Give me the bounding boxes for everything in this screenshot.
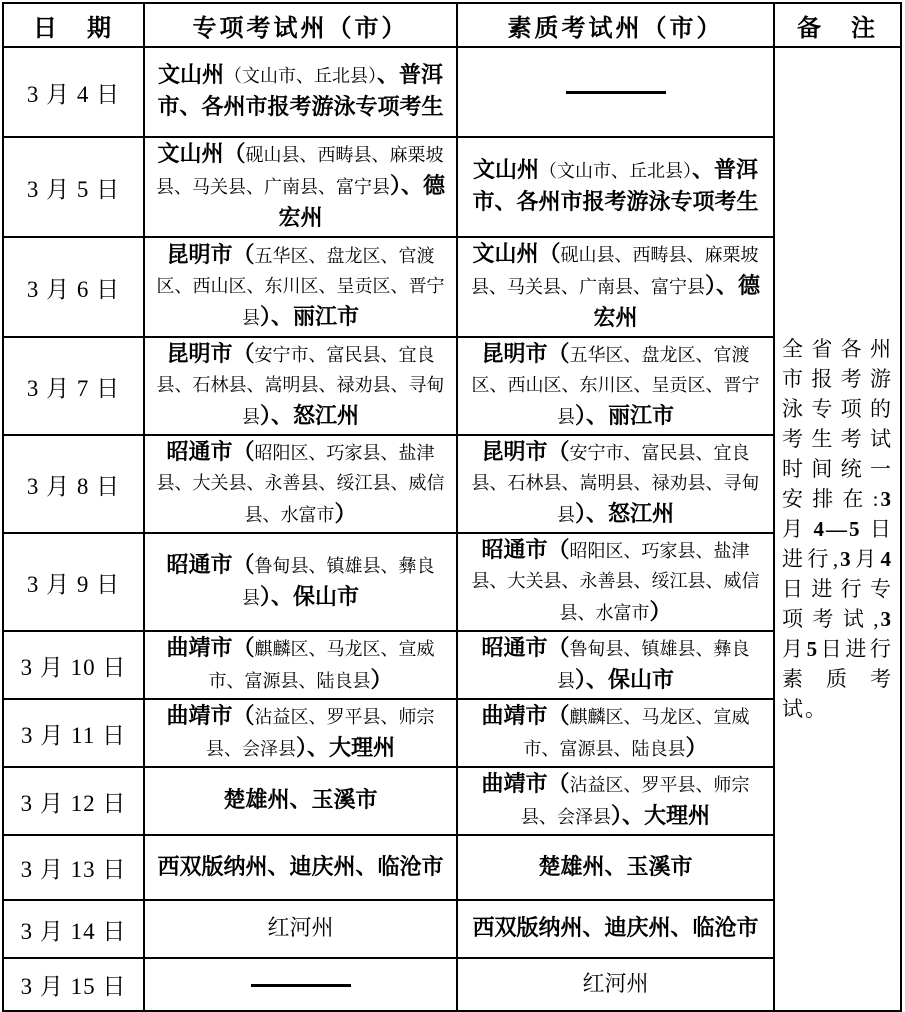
text-segment: 曲靖市（ [481,703,570,728]
remark-cell [774,47,901,1011]
quality-exam-cell [457,47,774,137]
text-segment: 文山州 [157,62,224,87]
text-segment: 楚雄州、玉溪市 [223,787,378,812]
special-exam-cell [144,237,457,337]
text-segment: ）、保山市 [574,667,674,692]
text-segment: 昭阳区、巧家县、盐津县、大关县、永善县、绥江县、威信县、水富市 [471,541,760,623]
text-segment: 麒麟区、马龙区、宣威市、富源县、陆良县 [208,639,435,691]
quality-exam-cell [457,137,774,237]
text-segment: 昆明市（ [166,341,255,366]
text-segment: 昭通市（ [481,635,570,660]
date-cell: 3 月 6 日 [3,237,144,337]
date-cell: 3 月 11 日 [3,699,144,767]
special-exam-cell [144,47,457,137]
text-segment: 五华区、盘龙区、官渡区、西山区、东川区、呈贡区、晋宁县 [156,246,445,328]
header-quality-exam: 素质考试州（市） [457,3,774,47]
text-segment: 麒麟区、马龙区、宣威市、富源县、陆良县 [523,707,750,759]
text-segment: 文山州（ [157,141,246,166]
remark-segment: 月 [782,637,807,661]
special-exam-cell [144,958,457,1011]
date-cell: 3 月 9 日 [3,533,144,631]
date-cell: 3 月 5 日 [3,137,144,237]
text-segment: 鲁甸县、镇雄县、彝良县 [241,556,435,608]
table-row [3,835,901,900]
text-segment: 西双版纳州、迪庆州、临沧市 [157,853,444,879]
quality-exam-cell [457,835,774,900]
date-cell: 3 月 10 日 [3,631,144,699]
table-row [3,435,901,533]
table-body [3,47,901,1011]
text-segment: ） [685,735,708,760]
date-cell: 3 月 8 日 [3,435,144,533]
header-special-exam: 专项考试州（市） [144,3,457,47]
remark-text [782,334,893,724]
text-segment: 五华区、盘龙区、官渡区、西山区、东川区、呈贡区、晋宁县 [471,345,760,427]
text-segment: ）、保山市 [259,584,359,609]
table-row [3,237,901,337]
text-segment: 昆明市（ [481,439,570,464]
text-segment: ）、怒江州 [574,501,674,526]
table-row [3,767,901,835]
text-segment: 沾益区、罗平县、师宗县、会泽县 [205,707,435,759]
quality-exam-cell [457,900,774,958]
text-segment: ）、德宏州 [278,173,445,230]
table-row [3,137,901,237]
text-segment: 砚山县、西畴县、麻栗坡县、马关县、广南县、富宁县 [470,245,759,297]
header-row [3,3,901,47]
special-exam-cell [144,533,457,631]
text-segment: 昭通市（ [481,537,570,562]
remark-segment: 4 [880,547,893,571]
date-cell: 3 月 13 日 [3,835,144,900]
table-row [3,699,901,767]
text-segment: 昆明市（ [481,341,570,366]
special-exam-cell [144,699,457,767]
remark-segment: 3 [880,607,893,631]
special-exam-cell [144,631,457,699]
quality-exam-cell [457,337,774,435]
table-row [3,337,901,435]
text-segment: 楚雄州、玉溪市 [538,853,693,879]
quality-exam-cell [457,435,774,533]
text-segment: 沾益区、罗平县、师宗县、会泽县 [520,775,750,827]
date-cell: 3 月 7 日 [3,337,144,435]
remark-segment: 日进行, [782,517,893,571]
special-exam-cell [144,767,457,835]
table-row [3,900,901,958]
special-exam-cell [144,435,457,533]
quality-exam-cell [457,631,774,699]
date-cell: 3 月 15 日 [3,958,144,1011]
text-segment: ）、大理州 [295,735,395,760]
text-segment: 昭通市（ [166,439,255,464]
text-segment: 昆明市（ [166,242,255,267]
table-row [3,631,901,699]
text-segment: 文山州（ [472,241,561,266]
table-header [3,3,901,47]
remark-segment: 月 [852,547,881,571]
text-segment: ）、大理州 [610,803,710,828]
text-segment: 、普洱市、各州市报考游泳专项考生 [157,62,444,119]
text-segment: 西双版纳州、迪庆州、临沧市 [472,915,759,940]
special-exam-cell [144,337,457,435]
special-exam-cell [144,900,457,958]
text-segment: 安宁市、富民县、宜良县、石林县、嵩明县、禄劝县、寻甸县 [156,345,445,427]
table-row [3,958,901,1011]
remark-segment: 4—5 [813,517,862,541]
text-segment: ）、丽江市 [574,403,674,428]
text-segment: 砚山县、西畴县、麻栗坡县、马关县、广南县、富宁县 [155,145,444,197]
text-segment: ）、怒江州 [259,403,359,428]
remark-segment: 3 [840,547,853,571]
text-segment: ）、德宏州 [593,273,760,330]
remark-segment: 月 [782,517,814,541]
special-exam-cell [144,137,457,237]
empty-dash [251,984,351,987]
date-cell: 3 月 12 日 [3,767,144,835]
text-segment: 曲靖市（ [166,635,255,660]
quality-exam-cell [457,958,774,1011]
table-row [3,47,901,137]
text-segment: ） [370,667,393,692]
text-segment: 文山州 [472,157,539,182]
quality-exam-cell [457,767,774,835]
text-segment: ）、丽江市 [259,304,359,329]
text-segment: （文山市、丘北县） [224,66,377,86]
text-segment: 安宁市、富民县、宜良县、石林县、嵩明县、禄劝县、寻甸县 [471,443,760,525]
special-exam-cell [144,835,457,900]
text-segment: 鲁甸县、镇雄县、彝良县 [556,639,750,691]
quality-exam-cell [457,237,774,337]
remark-segment: 5 [806,637,820,661]
quality-exam-cell [457,699,774,767]
empty-dash [566,91,666,94]
remark-segment: 全省各州市报考游泳专项的考生考试时间统一安排在: [782,337,893,511]
remark-segment: 日进行专项考试, [782,577,893,631]
text-segment: 昭通市（ [166,552,255,577]
text-segment: ） [334,501,357,526]
exam-schedule-table [2,2,902,1012]
header-remark: 备 注 [774,3,901,47]
remark-segment: 3 [880,487,893,511]
text-segment: 昭阳区、巧家县、盐津县、大关县、永善县、绥江县、威信县、水富市 [156,443,445,525]
text-segment: ） [649,599,672,624]
text-segment: 红河州 [267,915,334,940]
table-row [3,533,901,631]
text-segment: （文山市、丘北县） [539,161,692,181]
remark-segment: 日进行素质考试。 [782,637,893,721]
header-date: 日 期 [3,3,144,47]
text-segment: 、普洱市、各州市报考游泳专项考生 [472,157,759,214]
quality-exam-cell [457,533,774,631]
text-segment: 曲靖市（ [166,703,255,728]
date-cell: 3 月 4 日 [3,47,144,137]
text-segment: 红河州 [582,970,649,996]
text-segment: 曲靖市（ [481,771,570,796]
date-cell: 3 月 14 日 [3,900,144,958]
